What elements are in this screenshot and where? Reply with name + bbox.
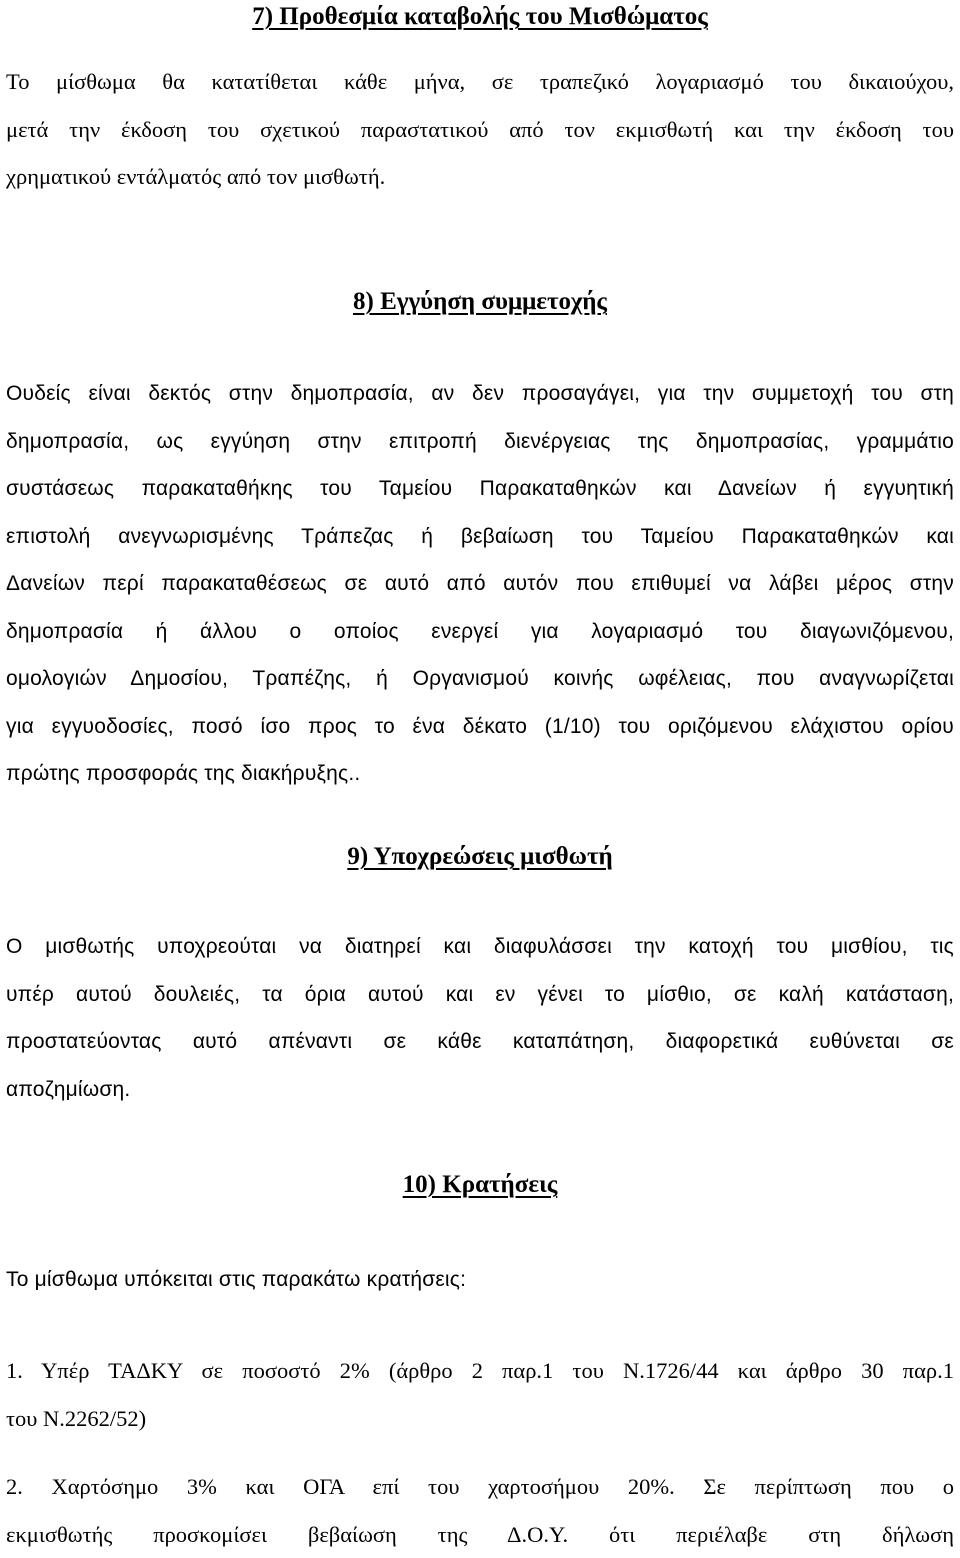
- list-item-line: 2. Χαρτόσημο 3% και ΟΓΑ επί του χαρτοσήμου 20%. Σε περίπτωση που ο: [6, 1463, 954, 1511]
- section-7-paragraph: [6, 58, 954, 201]
- paragraph-line: επιστολή ανεγνωρισμένης Τράπεζας ή βεβαίωση του Ταμείου Παρακαταθηκών και: [6, 513, 954, 561]
- paragraph-line: Δανείων περί παρακαταθέσεως σε αυτό από αυτόν που επιθυμεί να λάβει μέρος στην: [6, 560, 954, 608]
- paragraph-line: Το μίσθωμα υπόκειται στις παρακάτω κρατήσεις:: [6, 1256, 954, 1304]
- list-item-line: 1. Υπέρ ΤΑΔΚΥ σε ποσοστό 2% (άρθρο 2 παρ.1 του Ν.1726/44 και άρθρο 30 παρ.1: [6, 1347, 954, 1395]
- section-10-heading: 10) Κρατήσεις: [0, 1170, 960, 1200]
- section-8-paragraph: [6, 370, 954, 798]
- section-9-paragraph: [6, 923, 954, 1113]
- paragraph-line: χρηματικού εντάλματός από τον μισθωτή.: [6, 153, 954, 201]
- section-7-heading: 7) Προθεσμία καταβολής του Μισθώματος: [0, 2, 960, 32]
- section-9-heading: 9) Υποχρεώσεις μισθωτή: [0, 842, 960, 872]
- paragraph-line: για εγγυοδοσίες, ποσό ίσο προς το ένα δέκατο (1/10) του οριζόμενου ελάχιστου ορίου: [6, 703, 954, 751]
- paragraph-line: Ο μισθωτής υποχρεούται να διατηρεί και διαφυλάσσει την κατοχή του μισθίου, τις: [6, 923, 954, 971]
- list-item-line: του Ν.2262/52): [6, 1395, 954, 1443]
- paragraph-line: προστατεύοντας αυτό απέναντι σε κάθε καταπάτηση, διαφορετικά ευθύνεται σε: [6, 1018, 954, 1066]
- paragraph-line: δημοπρασία ή άλλου ο οποίος ενεργεί για λογαριασμό του διαγωνιζόμενου,: [6, 608, 954, 656]
- section-8-heading: 8) Εγγύηση συμμετοχής: [0, 287, 960, 317]
- section-10-intro: [6, 1256, 954, 1304]
- paragraph-line: Ουδείς είναι δεκτός στην δημοπρασία, αν δεν προσαγάγει, για την συμμετοχή του στη: [6, 370, 954, 418]
- paragraph-line: υπέρ αυτού δουλειές, τα όρια αυτού και εν γένει το μίσθιο, σε καλή κατάσταση,: [6, 971, 954, 1019]
- paragraph-line: ομολογιών Δημοσίου, Τραπέζης, ή Οργανισμού κοινής ωφέλειας, που αναγνωρίζεται: [6, 655, 954, 703]
- paragraph-line: μετά την έκδοση του σχετικού παραστατικού από τον εκμισθωτή και την έκδοση του: [6, 106, 954, 154]
- paragraph-line: δημοπρασία, ως εγγύηση στην επιτροπή διενέργειας της δημοπρασίας, γραμμάτιο: [6, 418, 954, 466]
- deduction-item-2: [6, 1463, 954, 1558]
- paragraph-line: αποζημίωση.: [6, 1066, 954, 1114]
- deduction-item-1: [6, 1347, 954, 1442]
- paragraph-line: Το μίσθωμα θα κατατίθεται κάθε μήνα, σε τραπεζικό λογαριασμό του δικαιούχου,: [6, 58, 954, 106]
- paragraph-line: πρώτης προσφοράς της διακήρυξης..: [6, 750, 954, 798]
- paragraph-line: συστάσεως παρακαταθήκης του Ταμείου Παρακαταθηκών και Δανείων ή εγγυητική: [6, 465, 954, 513]
- list-item-line: εκμισθωτής προσκομίσει βεβαίωση της Δ.Ο.Υ. ότι περιέλαβε στη δήλωση: [6, 1511, 954, 1558]
